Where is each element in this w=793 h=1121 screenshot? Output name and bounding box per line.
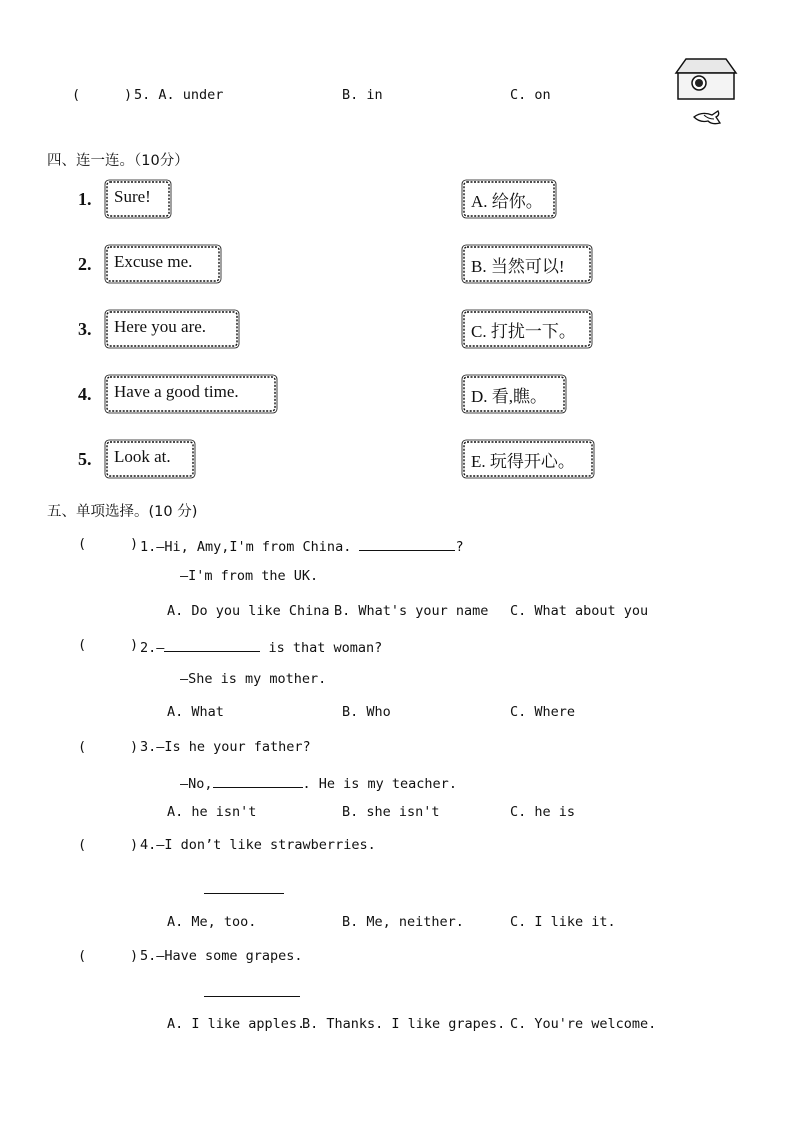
match-right-text: A. 给你。 (471, 192, 543, 211)
answer-paren-open: ( (78, 837, 87, 853)
q2-answer-blank[interactable] (164, 637, 260, 652)
answer-paren-open: ( (78, 536, 87, 552)
match-left-text: Have a good time. (114, 382, 239, 401)
match-right-text: D. 看,瞧。 (471, 387, 548, 406)
match-right-text: E. 玩得开心。 (471, 452, 575, 471)
q5-prompt: 5.—Have some grapes. (140, 948, 303, 964)
section4-title: 四、连一连。（10分） (47, 153, 189, 169)
match-right-item (461, 309, 593, 347)
match-left-number: 5. (78, 449, 92, 469)
q3-reply-end: . He is my teacher. (302, 776, 457, 792)
q3-prompt: 3.—Is he your father? (140, 739, 311, 755)
answer-paren-close: ) (130, 637, 139, 653)
match-right-item (461, 244, 593, 282)
q1-prompt (140, 536, 464, 555)
match-left-item (104, 309, 240, 347)
match-right-item (461, 439, 595, 477)
match-left-number: 4. (78, 384, 92, 404)
q5-option-c: C. You're welcome. (510, 1016, 657, 1032)
q4-prompt: 4.—I don’t like strawberries. (140, 837, 376, 853)
q2-prompt-text: 2.— (140, 640, 165, 656)
q2-option-b: B. Who (342, 704, 391, 720)
q4-option-b: B. Me, neither. (342, 914, 464, 930)
q2-prompt (140, 637, 382, 656)
q1-option-a: A. Do you like China (167, 603, 330, 619)
top-q5-option-b: B. in (342, 87, 383, 103)
q1-reply: —I'm from the UK. (180, 568, 319, 584)
section5-title: 五、单项选择。(10 分) (47, 504, 198, 520)
match-left-item (104, 244, 222, 282)
answer-paren-close: ) (130, 948, 139, 964)
q4-answer-blank[interactable] (204, 893, 284, 894)
q4-option-a: A. Me, too. (167, 914, 257, 930)
q1-option-c: C. What about you (510, 603, 649, 619)
match-left-text: Excuse me. (114, 252, 193, 271)
match-right-text: C. 打扰一下。 (471, 322, 576, 341)
match-left-text: Look at. (114, 447, 171, 466)
paren-open: ( (72, 87, 81, 103)
match-left-item (104, 439, 196, 477)
q3-option-c: C. he is (510, 804, 576, 820)
answer-paren-open: ( (78, 948, 87, 964)
q5-option-a: A. I like apples. (167, 1016, 306, 1032)
answer-paren-open: ( (78, 739, 87, 755)
q3-option-b: B. she isn't (342, 804, 440, 820)
top-q5-option-c: C. on (510, 87, 551, 103)
q2-option-c: C. Where (510, 704, 576, 720)
match-left-item (104, 374, 278, 412)
q1-prompt-end: ? (455, 539, 464, 555)
q5-answer-blank[interactable] (204, 996, 300, 997)
match-left-item (104, 179, 172, 217)
q3-reply-text: —No, (180, 776, 213, 792)
answer-paren-close: ) (130, 536, 139, 552)
q3-option-a: A. he isn't (167, 804, 257, 820)
q1-answer-blank[interactable] (359, 536, 455, 551)
q4-option-c: C. I like it. (510, 914, 616, 930)
q1-option-b: B. What's your name (334, 603, 489, 619)
match-left-number: 2. (78, 254, 92, 274)
q2-prompt-end: is that woman? (260, 640, 383, 656)
birdhouse-illustration (672, 55, 740, 135)
q5-option-b: B. Thanks. I like grapes. (302, 1016, 506, 1032)
top-q5-option-a: 5. A. under (134, 87, 224, 103)
q2-reply: —She is my mother. (180, 671, 327, 687)
match-right-item (461, 179, 557, 217)
q3-answer-blank[interactable] (213, 773, 303, 788)
answer-paren-close: ) (130, 739, 139, 755)
q1-prompt-text: 1.—Hi, Amy,I'm from China. (140, 539, 352, 555)
q3-reply (180, 773, 457, 792)
match-left-number: 3. (78, 319, 92, 339)
paren-close: ) (124, 87, 133, 103)
match-left-text: Sure! (114, 187, 151, 206)
match-left-text: Here you are. (114, 317, 207, 336)
answer-paren-close: ) (130, 837, 139, 853)
match-right-item (461, 374, 567, 412)
answer-paren-open: ( (78, 637, 87, 653)
q2-option-a: A. What (167, 704, 224, 720)
match-right-text: B. 当然可以! (471, 257, 565, 276)
match-left-number: 1. (78, 189, 92, 209)
